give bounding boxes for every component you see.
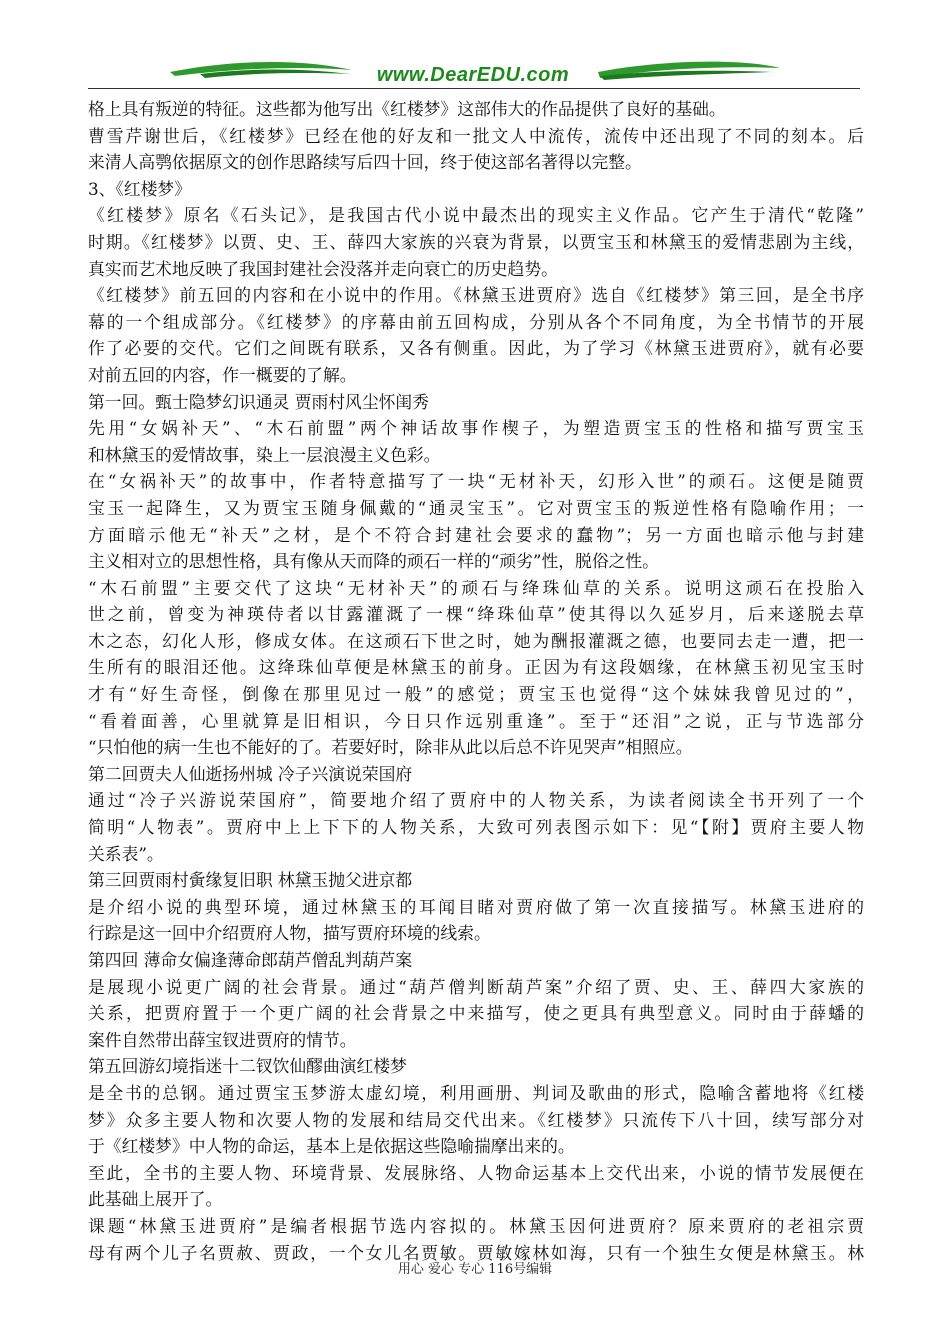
text-line: 课题“林黛玉进贾府”是编者根据节选内容拟的。林黛玉因何进贾府？原来贾府的老祖宗贾 xyxy=(88,1215,864,1236)
text-line: 木之态，幻化人形，修成女体。在这顽石下世之时，她为酬报灌溉之德，也要同去走一遭，把一 xyxy=(88,630,864,651)
text-line: 3、《红楼梦》 xyxy=(88,178,191,199)
text-line: 是全书的总钢。通过贾宝玉梦游太虚幻境，利用画册、判词及歌曲的形式，隐喻含蓄地将《红楼 xyxy=(88,1082,864,1103)
text-line: 母有两个儿子名贾赦、贾政，一个女儿名贾敏。贾敏嫁林如海，只有一个独生女便是林黛玉。林 xyxy=(88,1242,864,1263)
text-line: 梦》众多主要人物和次要人物的发展和结局交代出来。《红楼梦》只流传下八十回，续写部分对 xyxy=(88,1109,864,1130)
document-body xyxy=(88,96,864,1266)
text-line: 案件自然带出薛宝钗进贾府的情节。 xyxy=(88,1029,357,1050)
text-line: 主义相对立的思想性格，具有像从天而降的顽石一样的“顽劣”性，脱俗之性。 xyxy=(88,551,659,572)
text-line: 第四回 薄命女偏逢薄命郎葫芦僧乱判葫芦案 xyxy=(88,950,413,970)
text-line: 第一回。甄士隐梦幻识通灵 贾雨村风尘怀闺秀 xyxy=(88,391,429,412)
text-line: “看着面善，心里就算是旧相识，今日只作远别重逢”。至于“还泪”之说，正与节选部分 xyxy=(88,710,864,731)
text-line: 此基础上展开了。 xyxy=(88,1189,223,1210)
text-line: 在“女祸补天”的故事中，作者特意描写了一块“无材补天，幻形入世”的顽石。这便是随贾 xyxy=(88,471,864,492)
text-line: 通过“冷子兴游说荣国府”，简要地介绍了贾府中的人物关系，为读者阅读全书开列了一个 xyxy=(88,790,864,811)
text-line: “木石前盟”主要交代了这块“无材补天”的顽石与绛珠仙草的关系。说明这顽石在投胎入 xyxy=(88,577,864,598)
text-line: 格上具有叛逆的特征。这些都为他写出《红楼梦》这部伟大的作品提供了良好的基础。 xyxy=(88,99,726,119)
text-line: 才有“好生奇怪，倒像在那里见过一般”的感觉；贾宝玉也觉得“这个妹妹我曾见过的”， xyxy=(88,684,864,705)
text-line: 世之前，曾变为神瑛侍者以甘露灌溉了一棵“绛珠仙草”使其得以久延岁月，后来遂脱去草 xyxy=(88,604,864,625)
text-line: 《红楼梦》前五回的内容和在小说中的作用。《林黛玉进贾府》选自《红楼梦》第三回，是全书序 xyxy=(88,285,864,306)
page-header xyxy=(0,0,950,100)
text-line: 来清人高鹗依据原文的创作思路续写后四十回，终于使这部名著得以完整。 xyxy=(88,152,642,173)
text-line: “只怕他的病一生也不能好的了。若要好时，除非从此以后总不许见哭声”相照应。 xyxy=(88,737,693,758)
text-line: 关系，把贾府置于一个更广阔的社会背景之中来描写，使之更具有典型意义。同时由于薛蟠的 xyxy=(88,1003,864,1024)
text-line: 是介绍小说的典型环境，通过林黛玉的耳闻目睹对贾府做了第一次直接描写。林黛玉进府的 xyxy=(88,896,864,917)
text-line: 第二回贾夫人仙逝扬州城 冷子兴演说荣国府 xyxy=(88,763,413,784)
text-line: 方面暗示他无“补天”之材，是个不符合封建社会要求的蠢物”；另一方面也暗示他与封建 xyxy=(88,524,864,545)
text-line: 关系表”。 xyxy=(88,843,164,864)
text-line: 先用“女娲补天”、“木石前盟”两个神话故事作楔子，为塑造贾宝玉的性格和描写贾宝玉 xyxy=(88,418,864,439)
text-line: 作了必要的交代。它们之间既有联系，又各有侧重。因此，为了学习《林黛玉进贾府》，就有必要 xyxy=(88,338,864,359)
text-line: 于《红楼梦》中人物的命运，基本上是依据这些隐喻揣摩出来的。 xyxy=(88,1136,575,1157)
site-brand-logo: www.DearEDU.com xyxy=(376,64,570,86)
text-line: 简明“人物表”。贾府中上上下下的人物关系，大致可列表图示如下：见“【附】贾府主要人物 xyxy=(88,817,864,838)
text-line: 第三回贾雨村夤缘复旧职 林黛玉抛父进京都 xyxy=(88,870,413,891)
text-line: 至此，全书的主要人物、环境背景、发展脉络、人物命运基本上交代出来，小说的情节发展便在 xyxy=(88,1162,864,1183)
text-line: 曹雪芹谢世后，《红楼梦》已经在他的好友和一批文人中流传，流传中还出现了不同的刻本。后 xyxy=(88,125,864,146)
text-line: 对前五回的内容，作一概要的了解。 xyxy=(88,364,357,385)
page-footer: 用心 爱心 专心 116号编辑 xyxy=(397,1262,553,1277)
text-line: 行踪是这一回中介绍贾府人物，描写贾府环境的线索。 xyxy=(88,923,491,944)
text-line: 第五回游幻境指迷十二钗饮仙醪曲演红楼梦 xyxy=(88,1056,407,1077)
text-line: 真实而艺术地反映了我国封建社会没落并走向衰亡的历史趋势。 xyxy=(88,258,558,279)
left-swoosh xyxy=(170,62,352,76)
text-line: 是展现小说更广阔的社会背景。通过“葫芦僧判断葫芦案”介绍了贾、史、王、薛四大家族的 xyxy=(88,976,864,997)
text-line: 宝玉一起降生，又为贾宝玉随身佩戴的“通灵宝玉”。它对贾宝玉的叛逆性格有隐喻作用；一 xyxy=(88,497,864,518)
text-line: 时期。《红楼梦》以贾、史、王、薛四大家族的兴衰为背景，以贾宝玉和林黛玉的爱情悲剧为主线， xyxy=(88,231,864,252)
text-line: 和林黛玉的爱情故事，染上一层浪漫主义色彩。 xyxy=(88,444,441,465)
header-rule xyxy=(88,88,860,89)
text-line: 幕的一个组成部分。《红楼梦》的序幕由前五回构成，分别从各个不同角度，为全书情节的开展 xyxy=(88,311,864,332)
text-line: 生所有的眼泪还他。这绛珠仙草便是林黛玉的前身。正因为有这段姻缘，在林黛玉初见宝玉时 xyxy=(88,657,864,678)
text-line: 《红楼梦》原名《石头记》，是我国古代小说中最杰出的现实主义作品。它产生于清代“乾隆” xyxy=(88,205,864,226)
